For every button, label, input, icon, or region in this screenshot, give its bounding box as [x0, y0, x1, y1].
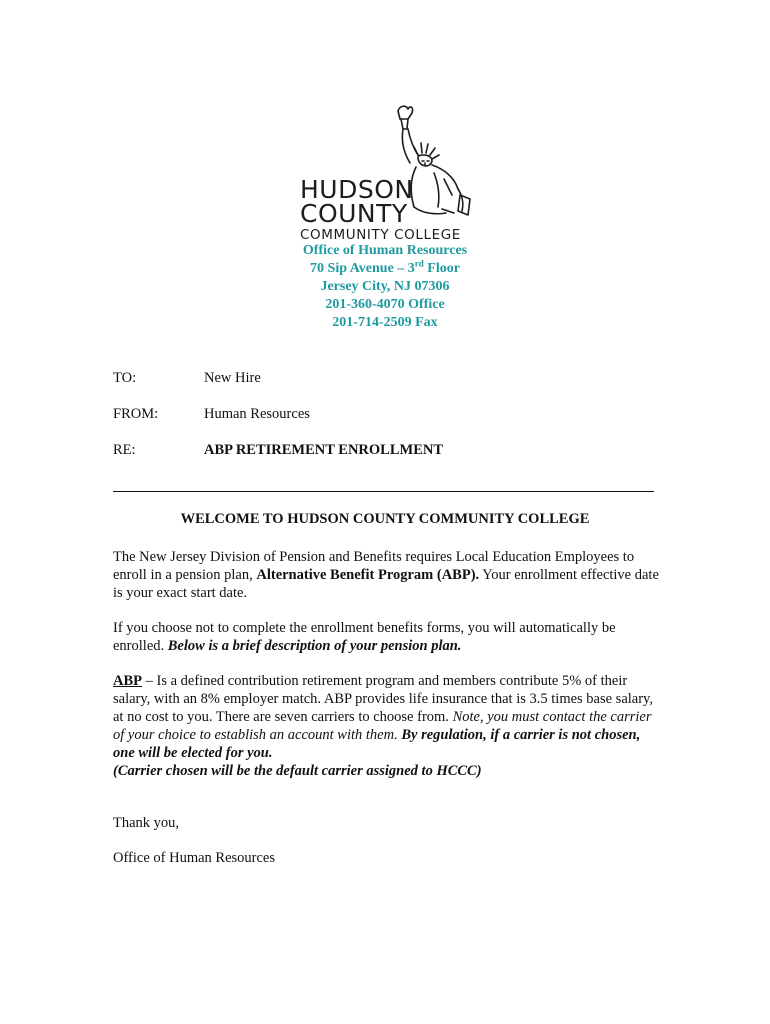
paragraph-pension-requirement	[113, 548, 661, 602]
header-divider	[113, 491, 654, 492]
para1-program-name: Alternative Benefit Program (ABP).	[256, 567, 480, 583]
logo-community-college: COMMUNITY COLLEGE	[300, 227, 461, 243]
street-floor-text: Floor	[423, 261, 460, 276]
para1-effective-date: Your enrollment effective date is your exact start date.	[113, 567, 659, 601]
paragraph-auto-enroll	[113, 619, 661, 655]
street-address-text: 70 Sip Avenue – 3	[310, 261, 415, 276]
city-state-zip: Jersey City, NJ 07306	[320, 279, 450, 294]
office-fax: 201-714-2509 Fax	[332, 315, 438, 330]
abp-default-carrier-note: (Carrier chosen will be the default carrier assigned to HCCC)	[113, 763, 482, 779]
para2-text: If you choose not to complete the enrollment benefits forms, you will automatically be enrolled.	[113, 620, 616, 654]
abp-contact-note: Note, you must contact the carrier of your choice to establish an account with them.	[113, 709, 652, 743]
paragraph-abp-description	[113, 672, 661, 780]
re-label: RE:	[113, 442, 136, 458]
from-value: Human Resources	[204, 406, 310, 422]
closing-signature: Office of Human Resources	[113, 850, 275, 866]
office-address	[0, 242, 770, 332]
office-name: Office of Human Resources	[302, 243, 468, 258]
to-value: New Hire	[204, 370, 261, 386]
abp-regulation-note: By regulation, if a carrier is not chosen, one will be elected for you.	[113, 727, 641, 761]
office-phone: 201-360-4070 Office	[325, 297, 445, 312]
street-floor-suffix: rd	[414, 258, 424, 269]
from-label: FROM:	[113, 406, 159, 422]
college-logo	[300, 103, 480, 245]
para2-description-note: Below is a brief description of your pension plan.	[167, 638, 462, 654]
re-value: ABP RETIREMENT ENROLLMENT	[204, 442, 444, 458]
to-label: TO:	[113, 370, 137, 386]
abp-details: – Is a defined contribution retirement program and members contribute 5% of their salary, with an 8% employer match. ABP provides life insurance that is 3.5 times base salary, at no cost to you. There are seven carriers to choose from.	[113, 673, 653, 725]
logo-hudson: HUDSON	[300, 175, 414, 204]
abp-term: ABP	[113, 673, 142, 689]
street-address	[0, 260, 770, 278]
closing-thanks: Thank you,	[113, 815, 180, 831]
logo-county: COUNTY	[300, 199, 408, 228]
para1-text: The New Jersey Division of Pension and Benefits requires Local Education Employees to enroll in a pension plan,	[113, 549, 635, 583]
welcome-heading: WELCOME TO HUDSON COUNTY COMMUNITY COLLEGE	[180, 511, 590, 527]
